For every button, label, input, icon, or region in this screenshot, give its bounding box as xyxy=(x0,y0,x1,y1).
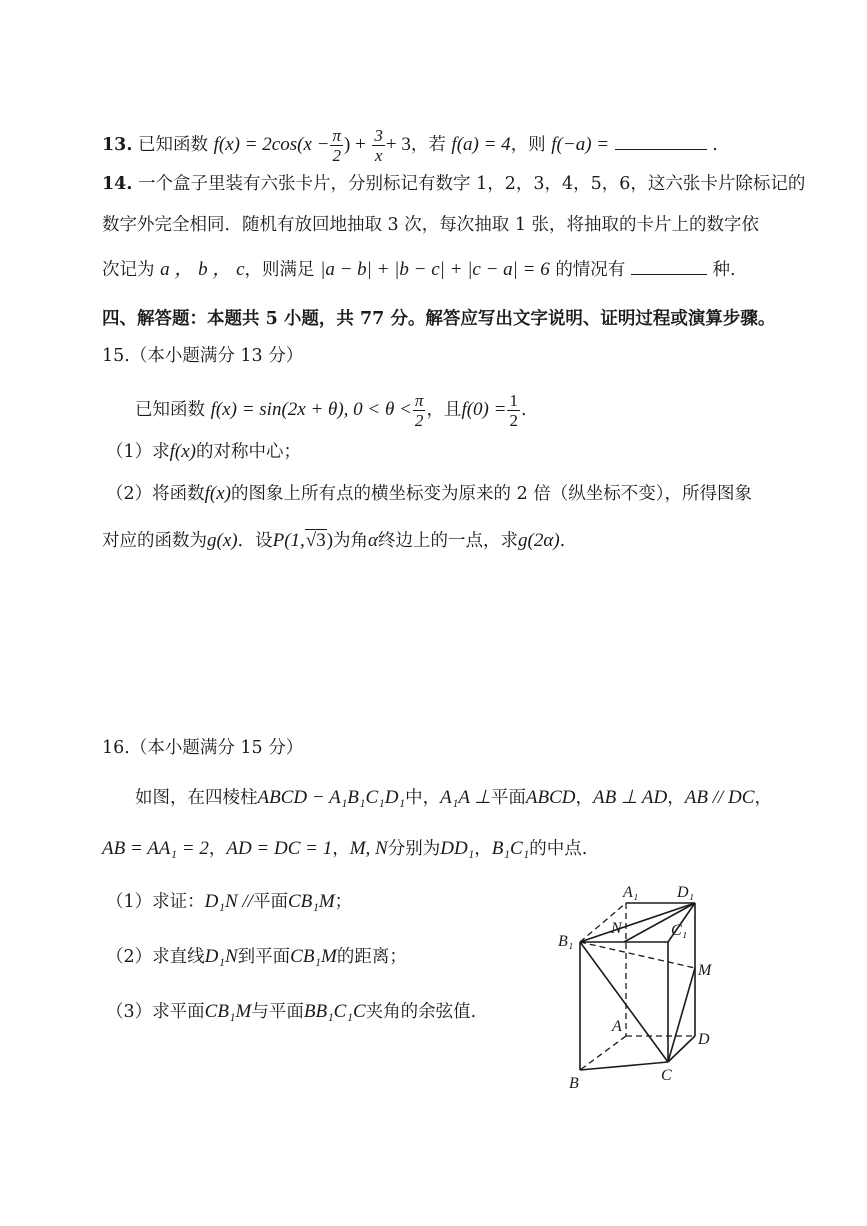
label-C1: C₁ xyxy=(671,922,688,939)
label-B: B xyxy=(569,1075,579,1092)
q16-part-1: （1）求证：D₁N //平面CB₁M； xyxy=(106,891,353,912)
edge-b1-a1 xyxy=(580,903,626,942)
q15-stem: 已知函数 f(x) = sin(2x + θ), 0 < θ < $\frac{\pi}{2}$ ，且f(0) = $\frac{1}{2}$ . xyxy=(135,391,527,430)
q15-fraction-half: $\frac{1}{2}$ xyxy=(509,391,518,430)
q16-part-3: （3）求平面CB₁M与平面BB₁C₁C夹角的余弦值. xyxy=(106,1001,477,1022)
label-N: N xyxy=(611,920,622,937)
q13-number: 13. xyxy=(102,135,133,155)
q15-part-1: （1）求f(x)的对称中心； xyxy=(106,441,302,462)
q14-line-2: 数字外完全相同．随机有放回地抽取 3 次，每次抽取 1 张，将抽取的卡片上的数字依 xyxy=(102,215,760,235)
q13-fraction-pi: $\frac{\pi}{2}$ xyxy=(332,126,341,165)
label-D: D xyxy=(698,1031,710,1048)
q13-answer-blank[interactable] xyxy=(615,131,707,150)
q13-line: 13. 已知函数 f(x) = 2cos(x − $\frac{\pi}{2}$ ) + $\frac{3}{x}$ + 3，若 f(a) = 4，则 f(−a) = . xyxy=(102,126,718,165)
q16-stem-2: AB = AA₁ = 2，AD = DC = 1，M, N分别为DD₁，B₁C₁的中点. xyxy=(102,838,588,859)
edge-b1-d1 xyxy=(580,903,695,942)
label-B1: B₁ xyxy=(558,933,574,950)
section-4-heading: 四、解答题：本题共 5 小题，共 77 分。解答应写出文字说明、证明过程或演算步骤。 xyxy=(102,309,776,329)
q14-line-1: 14. 一个盒子里装有六张卡片，分别标记有数字 1，2，3，4，5，6，这六张卡片除标记的 xyxy=(102,174,806,194)
q16-part-2: （2）求直线D₁N到平面CB₁M的距离； xyxy=(106,946,407,967)
q15-heading: 15.（本小题满分 13 分） xyxy=(102,346,304,366)
edge-a-b xyxy=(580,1036,626,1070)
q15-part-2: （2）将函数f(x)的图象上所有点的横坐标变为原来的 2 倍（纵坐标不变），所得图象 xyxy=(106,483,753,504)
edge-b1-m xyxy=(580,942,695,968)
label-M: M xyxy=(698,962,712,979)
q13-text: 已知函数 xyxy=(138,135,209,155)
q16-heading: 16.（本小题满分 15 分） xyxy=(102,738,304,758)
q13-formula: f(x) = 2cos(x − xyxy=(213,134,330,155)
edge-c-m xyxy=(668,968,695,1062)
edge-c-d xyxy=(668,1036,695,1062)
q16-stem-1: 如图，在四棱柱ABCD − A₁B₁C₁D₁中，A₁A ⊥平面ABCD，AB ⊥ AD，AB // DC， xyxy=(135,787,772,808)
q14-line-3: 次记为 a ， b ， c，则满足 |a − b| + |b − c| + |c − a| = 6 的情况有 种. xyxy=(102,256,736,283)
label-D1: D₁ xyxy=(677,884,695,901)
q14-number: 14. xyxy=(102,174,133,194)
q13-fraction-3x: $\frac{3}{x}$ xyxy=(374,126,383,165)
edge-c1-d1 xyxy=(668,903,695,942)
q15-part-2-cont: 对应的函数为g(x)．设P(1,√3)为角α终边上的一点，求g(2α). xyxy=(102,530,566,551)
edge-n-d1 xyxy=(624,903,695,942)
edge-b1-c xyxy=(580,942,668,1062)
q15-fraction-pi: $\frac{\pi}{2}$ xyxy=(414,391,424,430)
label-A: A xyxy=(612,1018,622,1035)
q14-answer-blank[interactable] xyxy=(631,256,707,275)
label-A1: A₁ xyxy=(623,884,639,901)
edge-b-c xyxy=(580,1062,668,1070)
label-C: C xyxy=(661,1067,672,1084)
